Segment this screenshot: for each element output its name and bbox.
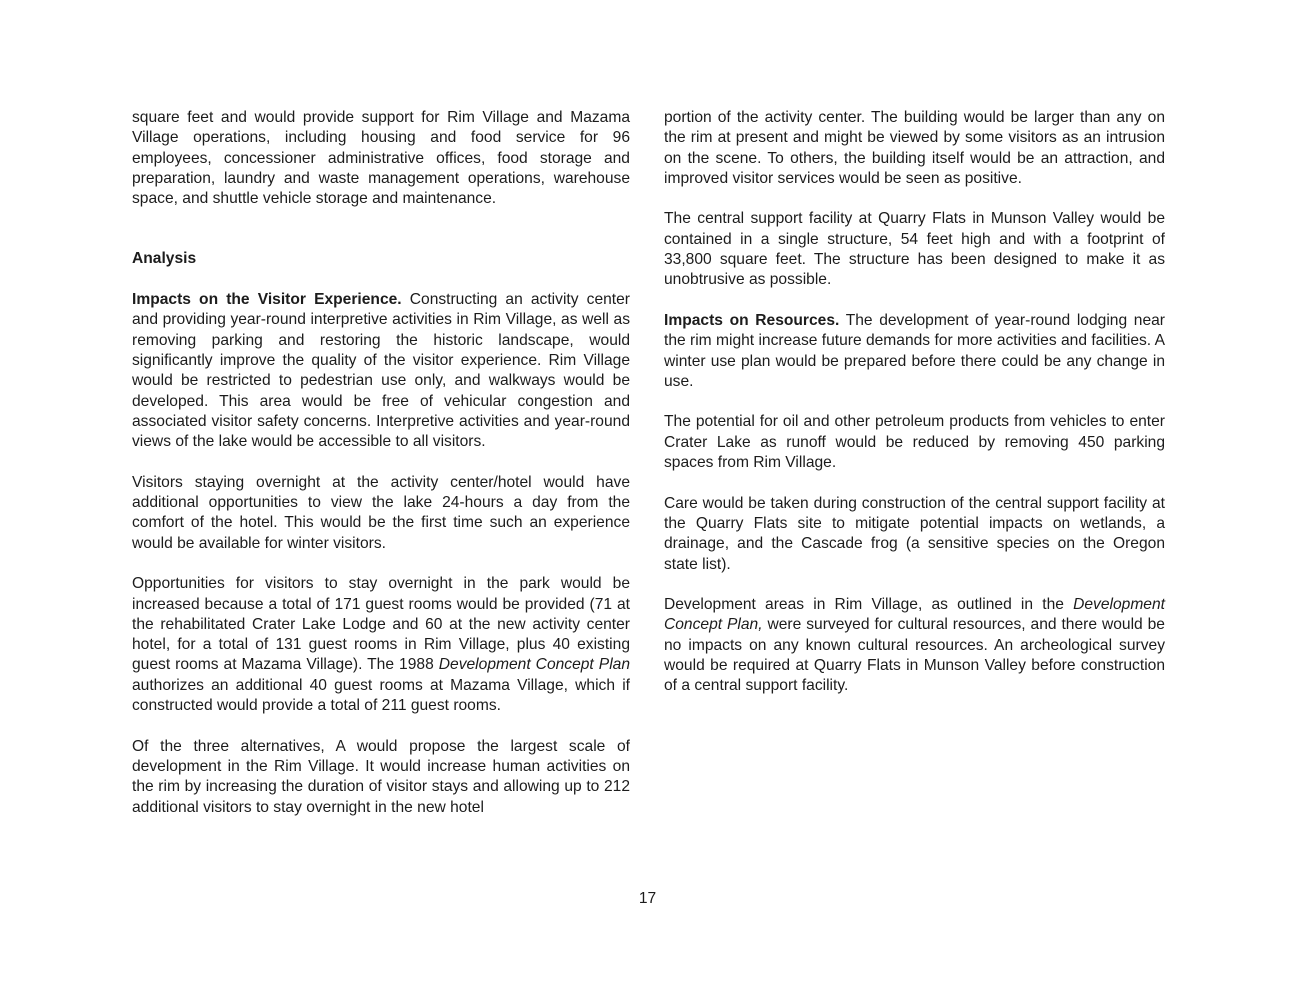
italic-plan-title: Development Concept Plan xyxy=(438,656,630,674)
paragraph-impacts-on-resources-text: The development of year-round lodging near the rim might increase future demands for more activities and facilities. A winter use plan would be prepared before there could be any change in use. xyxy=(664,311,1165,390)
paragraph-cultural-resources-text-a: Development areas in Rim Village, as outlined in the xyxy=(664,596,1074,614)
italic-plan-title: Development Concept Plan, xyxy=(664,596,1165,634)
paragraph-support-facility-continued: square feet and would provide support for Rim Village and Mazama Village operations, including housing and food service for 96 employees, concessioner administrative offices, food storage and preparation, laundry and waste management operations, warehouse space, and shuttle vehicle storage and maintenance. xyxy=(132,109,630,208)
right-column xyxy=(664,108,1165,717)
paragraph-guest-rooms xyxy=(132,574,630,716)
paragraph-three-alternatives: Of the three alternatives, A would propose the largest scale of development in the Rim Village. It would increase human activities on the rim by increasing the duration of visitor stays and allowing up to 212 additional visitors to stay overnight in the new hotel xyxy=(132,737,630,816)
section-heading-analysis: Analysis xyxy=(132,250,197,268)
paragraph-guest-rooms-text-a: Opportunities for visitors to stay overnight in the park would be increased because a total of 171 guest rooms would be provided (71 at the rehabilitated Crater Lake Lodge and 60 at the new activity center hotel, for a total of 131 guest rooms in Rim Village, plus 40 existing guest rooms at Mazama Village). The 1988 xyxy=(132,575,630,674)
paragraph-cultural-resources-text-b: were surveyed for cultural resources, and there would be no impacts on any known cultural resources. An archeological survey would be required at Quarry Flats in Munson Valley before construction of a central support facility. xyxy=(664,616,1165,695)
paragraph-visitor-experience-text: Constructing an activity center and providing year-round interpretive activities in Rim Village, as well as removing parking and restoring the historic landscape, would significantly improve the quality of the visitor experience. Rim Village would be restricted to pedestrian use only, and walkways would be developed. This area would be free of vehicular congestion and associated visitor safety concerns. Interpretive activities and year-round views of the lake would be accessible to all visitors. xyxy=(132,291,630,451)
paragraph-impacts-on-resources xyxy=(664,311,1165,392)
paragraph-cultural-resources xyxy=(664,595,1165,696)
paragraph-overnight-visitors: Visitors staying overnight at the activity center/hotel would have additional opportunities to view the lake 24-hours a day from the comfort of the hotel. This would be the first time such an experience would be available for winter visitors. xyxy=(132,473,630,552)
paragraph-activity-center-portion: portion of the activity center. The building would be larger than any on the rim at present and might be viewed by some visitors as an intrusion on the scene. To others, the building itself would be an attraction, and improved visitor services would be seen as positive. xyxy=(664,109,1165,187)
paragraph-central-support-facility: The central support facility at Quarry Flats in Munson Valley would be contained in a single structure, 54 feet high and with a footprint of 33,800 square feet. The structure has been designed to make it as unobtrusive as possible. xyxy=(664,210,1165,289)
paragraph-construction-care: Care would be taken during construction of the central support facility at the Quarry Flats site to mitigate potential impacts on wetlands, a drainage, and the Cascade frog (a sensitive species on the Oregon state list). xyxy=(664,494,1165,573)
left-column xyxy=(132,108,630,838)
run-in-heading-visitor-experience: Impacts on the Visitor Experience. xyxy=(132,291,402,309)
paragraph-visitor-experience xyxy=(132,290,630,452)
run-in-heading-resources: Impacts on Resources. xyxy=(664,311,840,329)
paragraph-guest-rooms-text-b: authorizes an additional 40 guest rooms at Mazama Village, which if constructed would provide a total of 211 guest rooms. xyxy=(132,676,630,715)
page-number: 17 xyxy=(638,890,657,907)
paragraph-petroleum-runoff: The potential for oil and other petroleum products from vehicles to enter Crater Lake as runoff would be reduced by removing 450 parking spaces from Rim Village. xyxy=(664,413,1165,472)
